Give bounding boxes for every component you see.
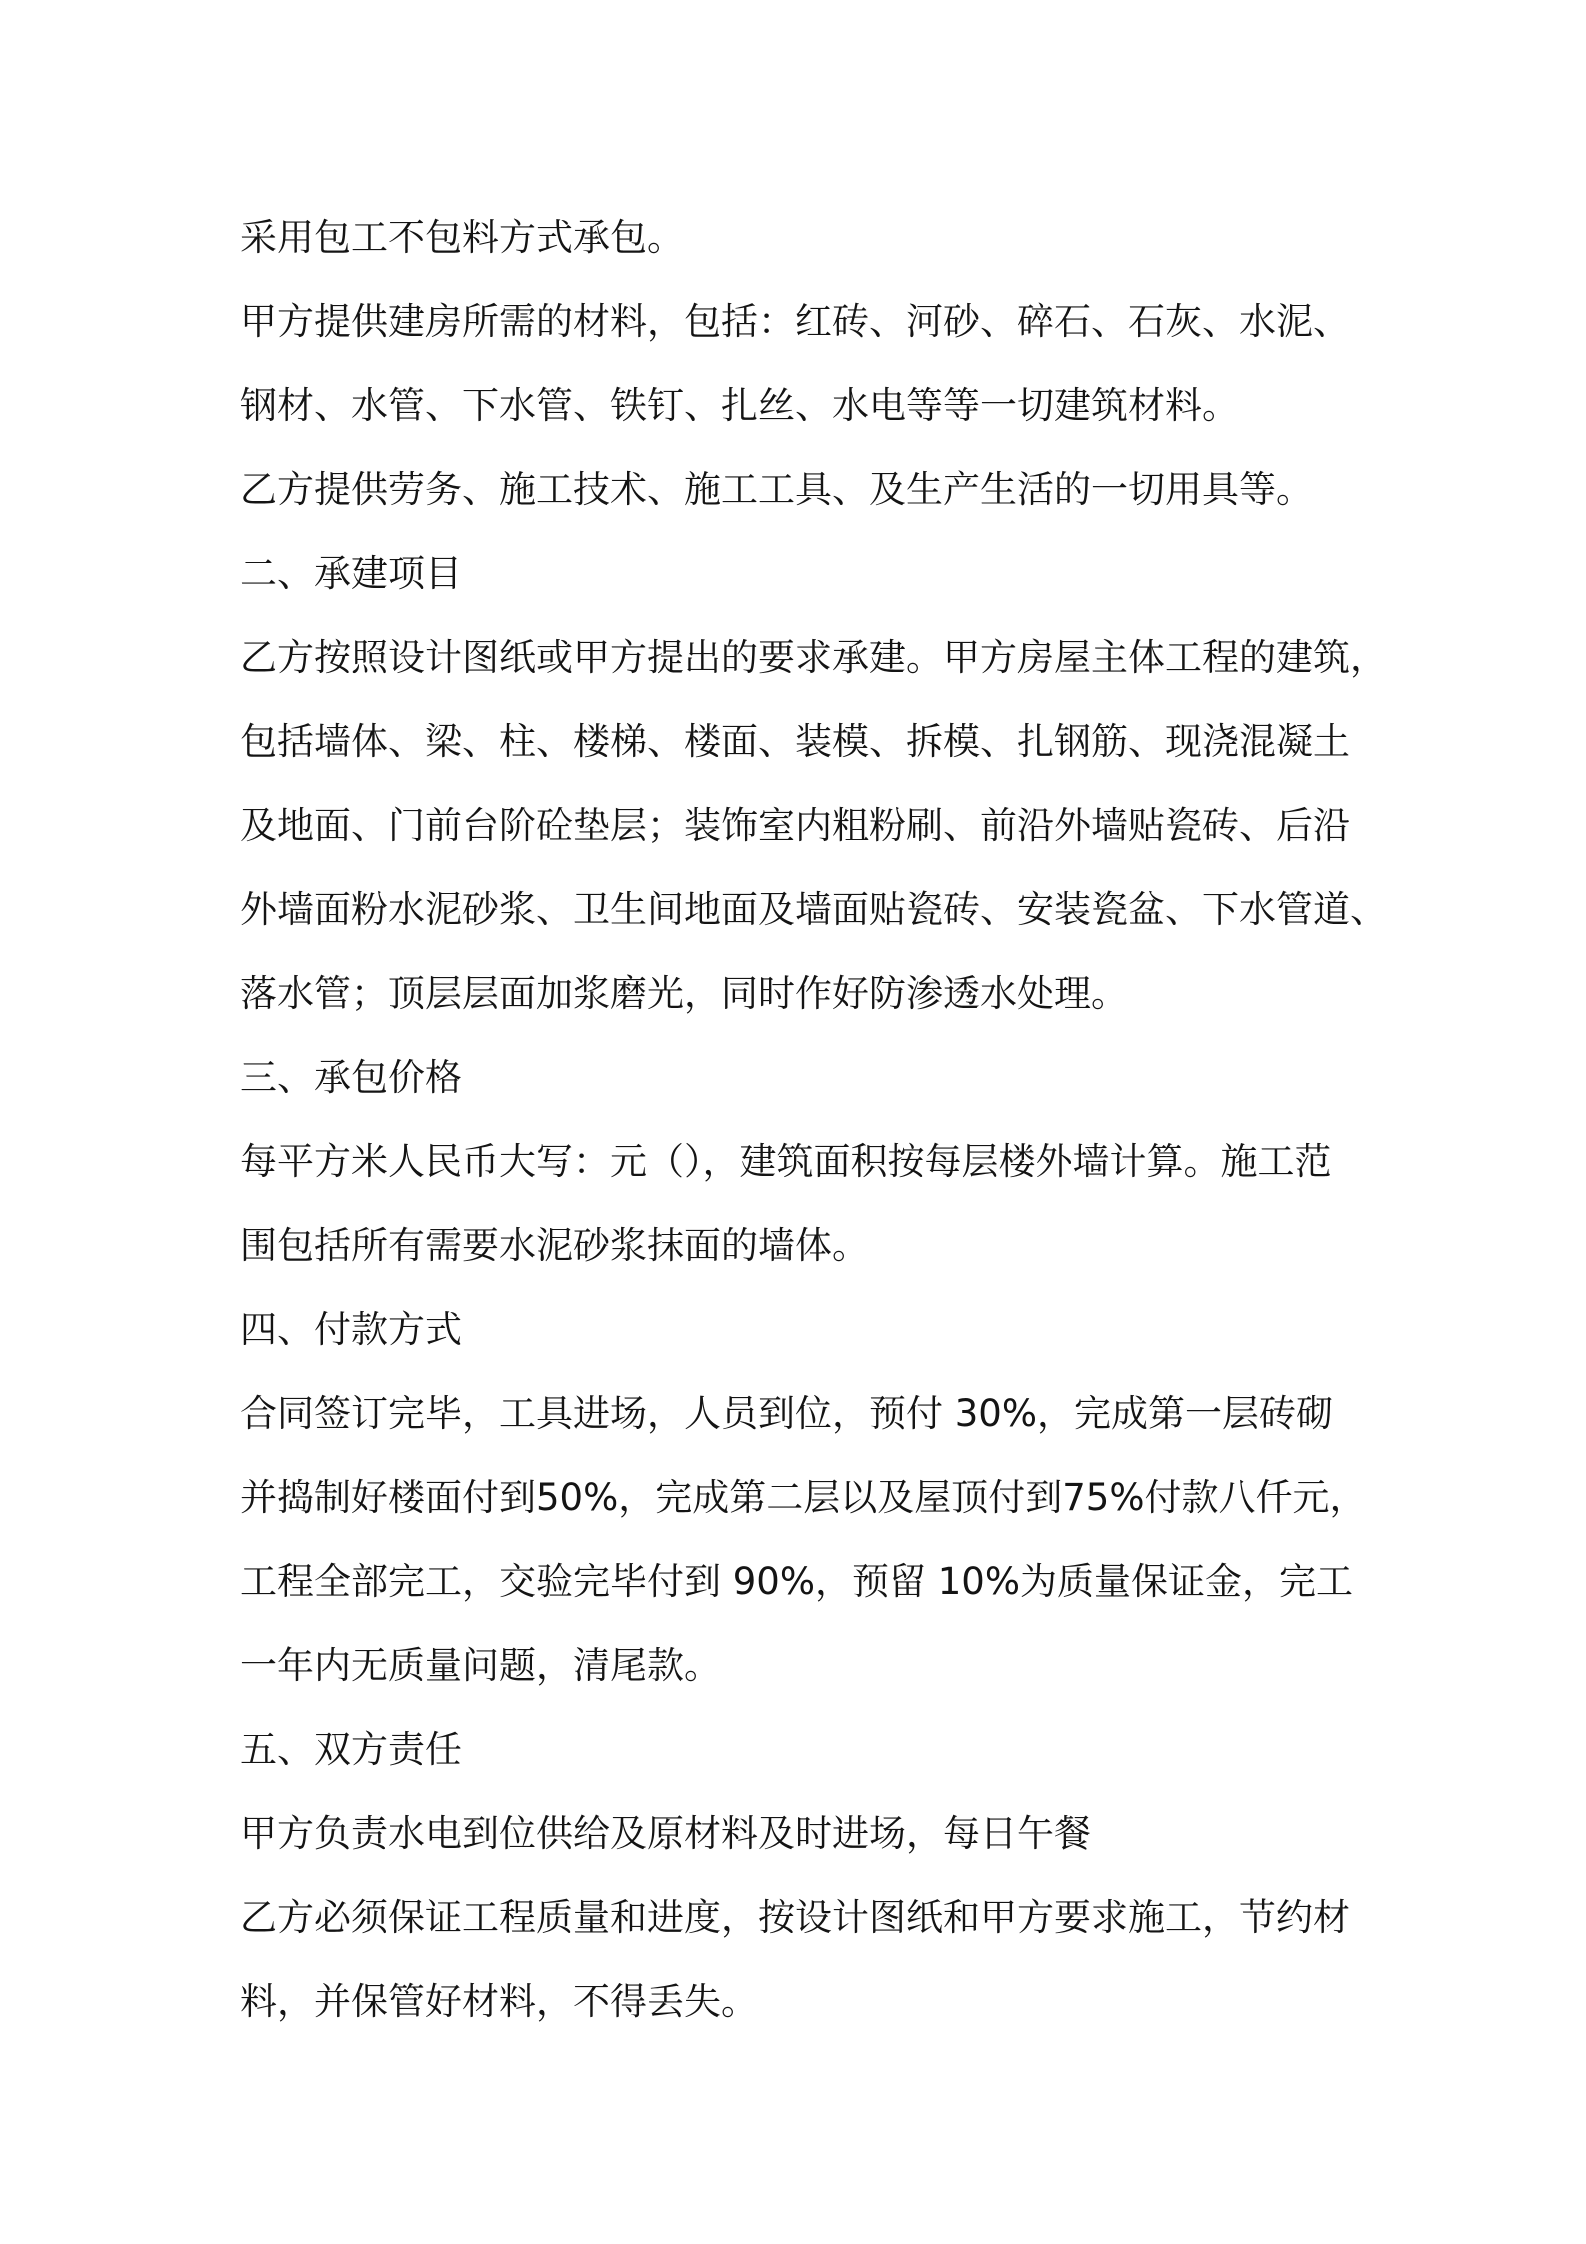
text-line: 每平方米人民币大写：元（），建筑面积按每层楼外墙计算。施工范 xyxy=(240,1140,1332,1183)
text-line: 并捣制好楼面付到50%，完成第二层以及屋顶付到75%付款八仟元， xyxy=(240,1476,1367,1519)
text-line: 工程全部完工，交验完毕付到 90%，预留 10%为质量保证金，完工 xyxy=(240,1560,1353,1603)
text-line: 采用包工不包料方式承包。 xyxy=(240,216,684,259)
text-line: 甲方提供建房所需的材料，包括：红砖、河砂、碎石、石灰、水泥、 xyxy=(240,300,1350,343)
text-line: 及地面、门前台阶砼垫层；装饰室内粗粉刷、前沿外墙贴瓷砖、后沿 xyxy=(240,804,1350,847)
text-line: 合同签订完毕，工具进场，人员到位，预付 30%，完成第一层砖砌 xyxy=(240,1392,1333,1435)
text-line: 乙方提供劳务、施工技术、施工工具、及生产生活的一切用具等。 xyxy=(240,468,1313,511)
text-line: 一年内无质量问题，清尾款。 xyxy=(240,1644,721,1687)
text-line: 甲方负责水电到位供给及原材料及时进场，每日午餐 xyxy=(240,1812,1091,1855)
text-line: 乙方必须保证工程质量和进度，按设计图纸和甲方要求施工，节约材 xyxy=(240,1896,1350,1939)
section-heading: 五、双方责任 xyxy=(240,1728,462,1771)
text-line: 围包括所有需要水泥砂浆抹面的墙体。 xyxy=(240,1224,869,1267)
section-heading: 二、承建项目 xyxy=(240,552,462,595)
text-line: 乙方按照设计图纸或甲方提出的要求承建。甲方房屋主体工程的建筑， xyxy=(240,636,1387,679)
text-line: 包括墙体、梁、柱、楼梯、楼面、装模、拆模、扎钢筋、现浇混凝土 xyxy=(240,720,1350,763)
section-heading: 四、付款方式 xyxy=(240,1308,462,1351)
text-line: 料，并保管好材料，不得丢失。 xyxy=(240,1980,758,2023)
section-heading: 三、承包价格 xyxy=(240,1056,462,1099)
text-line: 外墙面粉水泥砂浆、卫生间地面及墙面贴瓷砖、安装瓷盆、下水管道、 xyxy=(240,888,1387,931)
document-body xyxy=(240,196,1387,2044)
text-line: 钢材、水管、下水管、铁钉、扎丝、水电等等一切建筑材料。 xyxy=(240,384,1239,427)
text-line: 落水管；顶层层面加浆磨光，同时作好防渗透水处理。 xyxy=(240,972,1128,1015)
